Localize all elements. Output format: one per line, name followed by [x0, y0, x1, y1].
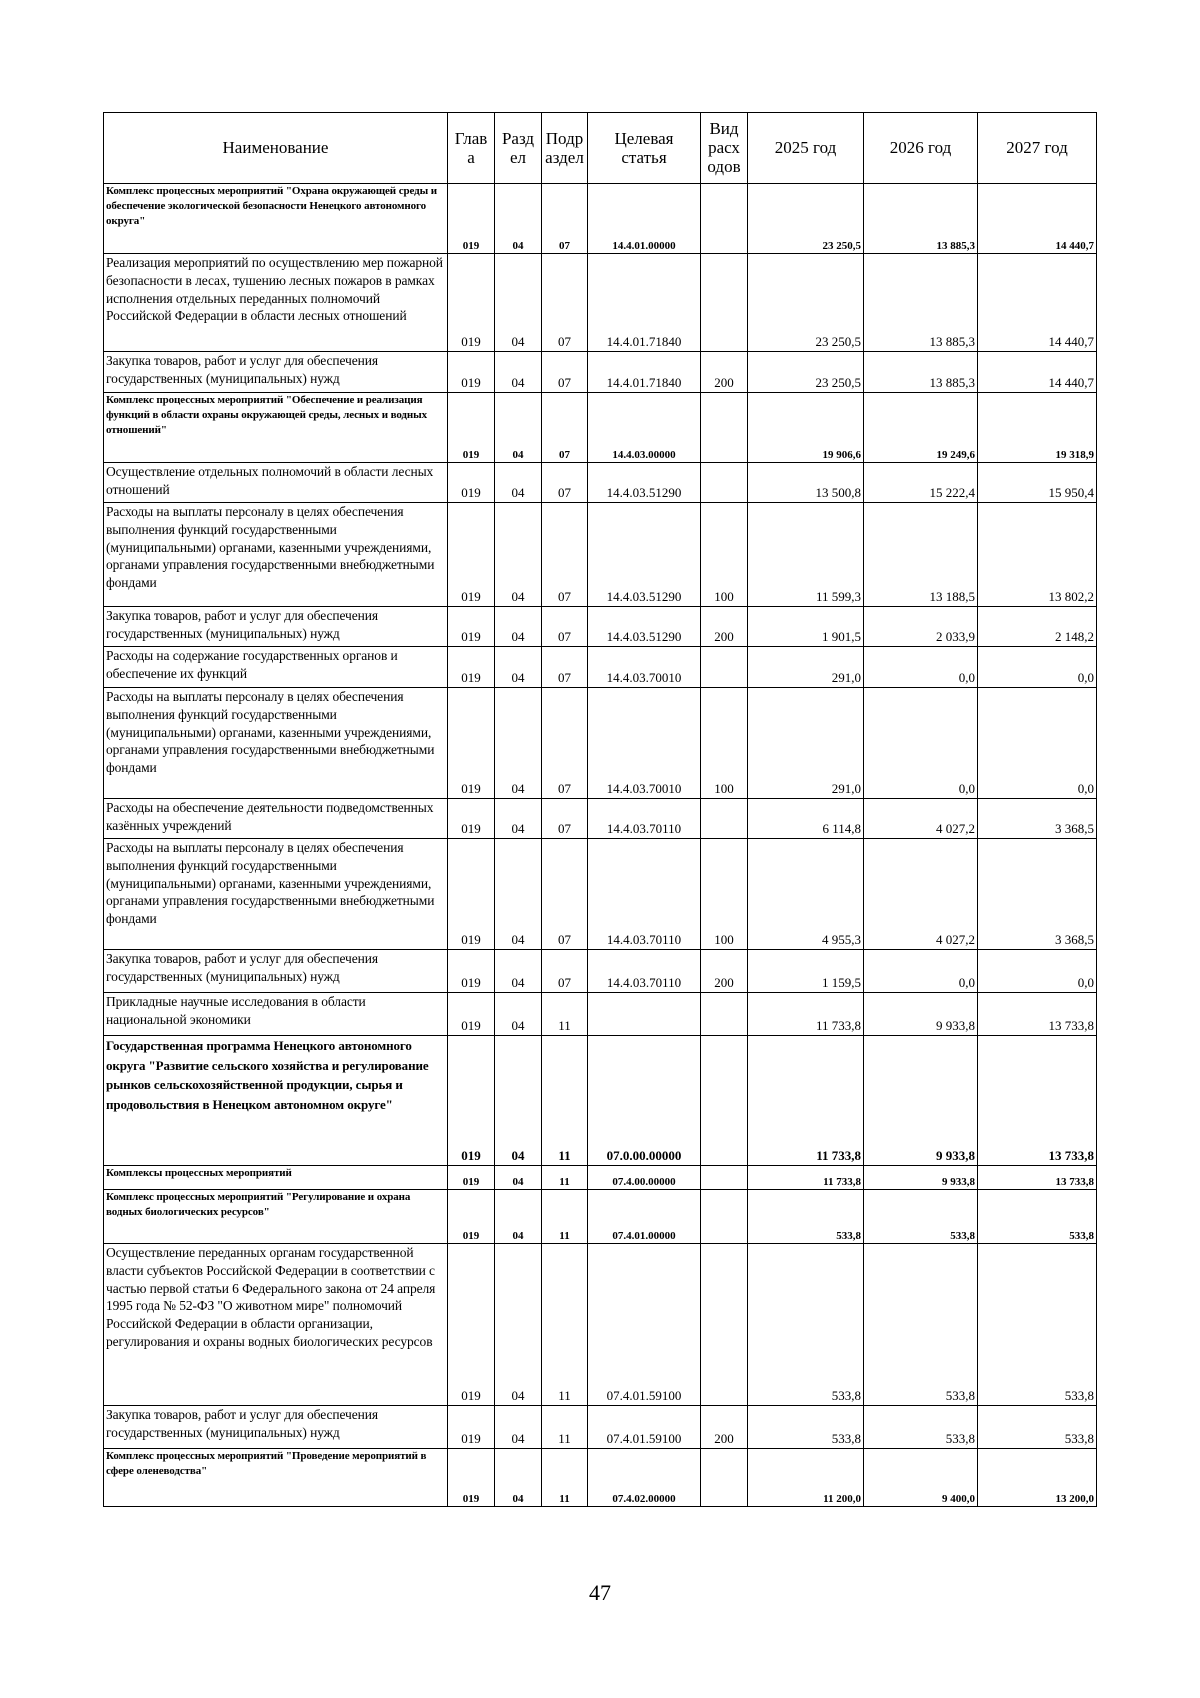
cell-target: 14.4.03.51290 [588, 607, 701, 647]
cell-expense-type [701, 1190, 748, 1244]
header-target: Целевая статья [588, 113, 701, 184]
cell-section: 04 [495, 647, 542, 688]
cell-expense-type [701, 1244, 748, 1406]
cell-2025: 11 733,8 [748, 993, 864, 1036]
cell-subsection: 11 [542, 1166, 588, 1190]
cell-subsection: 07 [542, 647, 588, 688]
cell-name: Осуществление переданных органам государственной власти субъектов Российской Федерации в соответствии с частью первой статьи 6 Федерального закона от 24 апреля 1995 года № 52-ФЗ "О животном мире" полномочий Российской Федерации в области организации, регулирования и охраны водных биологических ресурсов [104, 1244, 448, 1406]
cell-2026: 15 222,4 [864, 463, 978, 503]
table-row [104, 1244, 1097, 1406]
cell-2026: 0,0 [864, 950, 978, 993]
cell-section: 04 [495, 1166, 542, 1190]
cell-expense-type [701, 1449, 748, 1507]
header-2027: 2027 год [978, 113, 1097, 184]
table-row [104, 950, 1097, 993]
cell-target: 14.4.01.71840 [588, 352, 701, 393]
cell-target: 14.4.03.70110 [588, 950, 701, 993]
table-row [104, 254, 1097, 352]
cell-2027: 14 440,7 [978, 254, 1097, 352]
cell-2026: 13 885,3 [864, 184, 978, 254]
cell-subsection: 07 [542, 607, 588, 647]
cell-subsection: 11 [542, 1244, 588, 1406]
cell-2025: 19 906,6 [748, 393, 864, 463]
cell-2025: 291,0 [748, 647, 864, 688]
cell-2026: 4 027,2 [864, 799, 978, 839]
cell-target: 07.4.01.59100 [588, 1244, 701, 1406]
cell-section: 04 [495, 254, 542, 352]
table-row [104, 688, 1097, 799]
cell-section: 04 [495, 607, 542, 647]
cell-expense-type [701, 799, 748, 839]
header-2026: 2026 год [864, 113, 978, 184]
cell-2027: 13 802,2 [978, 503, 1097, 607]
cell-name: Реализация мероприятий по осуществлению мер пожарной безопасности в лесах, тушению лесных пожаров в рамках исполнения отдельных переданных полномочий Российской Федерации в области лесных отношений [104, 254, 448, 352]
cell-target: 07.0.00.00000 [588, 1036, 701, 1166]
cell-expense-type [701, 647, 748, 688]
cell-2025: 1 901,5 [748, 607, 864, 647]
cell-2027: 0,0 [978, 688, 1097, 799]
cell-subsection: 07 [542, 503, 588, 607]
cell-target: 14.4.03.00000 [588, 393, 701, 463]
cell-2027: 14 440,7 [978, 184, 1097, 254]
cell-chapter: 019 [448, 799, 495, 839]
table-row [104, 647, 1097, 688]
cell-name: Осуществление отдельных полномочий в области лесных отношений [104, 463, 448, 503]
cell-2025: 23 250,5 [748, 352, 864, 393]
cell-target: 14.4.03.70010 [588, 688, 701, 799]
cell-name: Расходы на выплаты персоналу в целях обеспечения выполнения функций государственными (муниципальными) органами, казенными учреждениями, органами управления государственными внебюджетными фондами [104, 839, 448, 950]
cell-subsection: 07 [542, 393, 588, 463]
cell-subsection: 07 [542, 950, 588, 993]
cell-2026: 13 885,3 [864, 352, 978, 393]
cell-2026: 533,8 [864, 1244, 978, 1406]
cell-name: Комплексы процессных мероприятий [104, 1166, 448, 1190]
cell-expense-type: 100 [701, 503, 748, 607]
table-row [104, 393, 1097, 463]
cell-chapter: 019 [448, 1244, 495, 1406]
cell-section: 04 [495, 950, 542, 993]
cell-subsection: 11 [542, 1190, 588, 1244]
cell-name: Комплекс процессных мероприятий "Охрана окружающей среды и обеспечение экологической безопасности Ненецкого автономного округа" [104, 184, 448, 254]
cell-target: 07.4.02.00000 [588, 1449, 701, 1507]
cell-subsection: 07 [542, 184, 588, 254]
cell-chapter: 019 [448, 839, 495, 950]
cell-2027: 0,0 [978, 950, 1097, 993]
cell-target: 14.4.01.71840 [588, 254, 701, 352]
cell-expense-type: 100 [701, 688, 748, 799]
header-expense-type: Вид расх одов [701, 113, 748, 184]
cell-chapter: 019 [448, 950, 495, 993]
cell-subsection: 07 [542, 254, 588, 352]
cell-2027: 533,8 [978, 1190, 1097, 1244]
cell-section: 04 [495, 1406, 542, 1449]
cell-section: 04 [495, 839, 542, 950]
cell-expense-type: 200 [701, 1406, 748, 1449]
cell-section: 04 [495, 799, 542, 839]
table-row [104, 1449, 1097, 1507]
table-row [104, 352, 1097, 393]
cell-2025: 11 200,0 [748, 1449, 864, 1507]
table-body [104, 184, 1097, 1507]
cell-expense-type: 100 [701, 839, 748, 950]
cell-target: 14.4.01.00000 [588, 184, 701, 254]
table-row [104, 1406, 1097, 1449]
page-number: 47 [589, 1580, 611, 1605]
cell-chapter: 019 [448, 607, 495, 647]
cell-2025: 291,0 [748, 688, 864, 799]
header-section: Разд ел [495, 113, 542, 184]
cell-expense-type [701, 184, 748, 254]
cell-name: Комплекс процессных мероприятий "Регулирование и охрана водных биологических ресурсов" [104, 1190, 448, 1244]
cell-section: 04 [495, 993, 542, 1036]
cell-subsection: 07 [542, 463, 588, 503]
cell-name: Закупка товаров, работ и услуг для обеспечения государственных (муниципальных) нужд [104, 352, 448, 393]
cell-2027: 533,8 [978, 1406, 1097, 1449]
cell-chapter: 019 [448, 993, 495, 1036]
cell-2026: 13 885,3 [864, 254, 978, 352]
cell-chapter: 019 [448, 688, 495, 799]
cell-2026: 533,8 [864, 1190, 978, 1244]
cell-2027: 15 950,4 [978, 463, 1097, 503]
header-name: Наименование [104, 113, 448, 184]
cell-name: Закупка товаров, работ и услуг для обеспечения государственных (муниципальных) нужд [104, 950, 448, 993]
cell-name: Государственная программа Ненецкого автономного округа "Развитие сельского хозяйства и регулирование рынков сельскохозяйственной продукции, сырья и продовольствия в Ненецком автономном округе" [104, 1036, 448, 1166]
cell-name: Комплекс процессных мероприятий "Проведение мероприятий в сфере оленеводства" [104, 1449, 448, 1507]
cell-2025: 13 500,8 [748, 463, 864, 503]
cell-chapter: 019 [448, 1190, 495, 1244]
table-row [104, 1166, 1097, 1190]
cell-target: 14.4.03.51290 [588, 503, 701, 607]
cell-chapter: 019 [448, 1036, 495, 1166]
cell-target: 14.4.03.70110 [588, 799, 701, 839]
cell-2025: 533,8 [748, 1406, 864, 1449]
cell-2026: 9 933,8 [864, 1036, 978, 1166]
table-row [104, 799, 1097, 839]
cell-name: Закупка товаров, работ и услуг для обеспечения государственных (муниципальных) нужд [104, 1406, 448, 1449]
cell-section: 04 [495, 393, 542, 463]
table-row [104, 1036, 1097, 1166]
cell-subsection: 07 [542, 688, 588, 799]
cell-2027: 13 733,8 [978, 993, 1097, 1036]
cell-2027: 0,0 [978, 647, 1097, 688]
table-row [104, 503, 1097, 607]
cell-expense-type [701, 1166, 748, 1190]
cell-chapter: 019 [448, 1166, 495, 1190]
table-row [104, 839, 1097, 950]
cell-2027: 2 148,2 [978, 607, 1097, 647]
cell-2026: 13 188,5 [864, 503, 978, 607]
table-row [104, 184, 1097, 254]
cell-section: 04 [495, 688, 542, 799]
cell-2025: 533,8 [748, 1244, 864, 1406]
header-chapter: Глав а [448, 113, 495, 184]
cell-subsection: 11 [542, 1449, 588, 1507]
cell-chapter: 019 [448, 393, 495, 463]
cell-2027: 3 368,5 [978, 799, 1097, 839]
cell-subsection: 07 [542, 799, 588, 839]
cell-subsection: 11 [542, 1036, 588, 1166]
cell-subsection: 07 [542, 352, 588, 393]
cell-target: 14.4.03.51290 [588, 463, 701, 503]
cell-target: 07.4.01.59100 [588, 1406, 701, 1449]
cell-2027: 3 368,5 [978, 839, 1097, 950]
cell-chapter: 019 [448, 463, 495, 503]
cell-2026: 9 933,8 [864, 993, 978, 1036]
cell-expense-type [701, 393, 748, 463]
cell-section: 04 [495, 184, 542, 254]
cell-2026: 4 027,2 [864, 839, 978, 950]
cell-target [588, 993, 701, 1036]
cell-expense-type: 200 [701, 950, 748, 993]
table-row [104, 993, 1097, 1036]
table-row [104, 607, 1097, 647]
cell-2027: 14 440,7 [978, 352, 1097, 393]
cell-section: 04 [495, 1449, 542, 1507]
cell-expense-type [701, 993, 748, 1036]
cell-2027: 13 733,8 [978, 1166, 1097, 1190]
cell-2027: 13 733,8 [978, 1036, 1097, 1166]
cell-name: Комплекс процессных мероприятий "Обеспечение и реализация функций в области охраны окружающей среды, лесных и водных отношений" [104, 393, 448, 463]
table-row [104, 463, 1097, 503]
cell-2027: 13 200,0 [978, 1449, 1097, 1507]
cell-section: 04 [495, 352, 542, 393]
cell-2026: 9 933,8 [864, 1166, 978, 1190]
cell-2026: 9 400,0 [864, 1449, 978, 1507]
cell-subsection: 07 [542, 839, 588, 950]
cell-subsection: 11 [542, 993, 588, 1036]
cell-chapter: 019 [448, 184, 495, 254]
cell-2025: 533,8 [748, 1190, 864, 1244]
cell-2025: 11 733,8 [748, 1166, 864, 1190]
cell-2025: 6 114,8 [748, 799, 864, 839]
cell-2025: 23 250,5 [748, 254, 864, 352]
cell-2026: 2 033,9 [864, 607, 978, 647]
cell-expense-type: 200 [701, 607, 748, 647]
cell-2026: 0,0 [864, 647, 978, 688]
cell-name: Расходы на выплаты персоналу в целях обеспечения выполнения функций государственными (муниципальными) органами, казенными учреждениями, органами управления государственными внебюджетными фондами [104, 503, 448, 607]
cell-name: Закупка товаров, работ и услуг для обеспечения государственных (муниципальных) нужд [104, 607, 448, 647]
cell-section: 04 [495, 463, 542, 503]
cell-chapter: 019 [448, 1406, 495, 1449]
cell-expense-type: 200 [701, 352, 748, 393]
cell-name: Расходы на содержание государственных органов и обеспечение их функций [104, 647, 448, 688]
cell-section: 04 [495, 1244, 542, 1406]
cell-2025: 11 733,8 [748, 1036, 864, 1166]
cell-target: 14.4.03.70110 [588, 839, 701, 950]
cell-2027: 19 318,9 [978, 393, 1097, 463]
cell-expense-type [701, 254, 748, 352]
cell-section: 04 [495, 1036, 542, 1166]
header-row [104, 113, 1097, 184]
cell-expense-type [701, 1036, 748, 1166]
cell-2026: 533,8 [864, 1406, 978, 1449]
cell-2026: 19 249,6 [864, 393, 978, 463]
cell-target: 07.4.01.00000 [588, 1190, 701, 1244]
cell-section: 04 [495, 1190, 542, 1244]
budget-table [103, 112, 1097, 1507]
cell-target: 14.4.03.70010 [588, 647, 701, 688]
cell-2025: 4 955,3 [748, 839, 864, 950]
cell-name: Расходы на обеспечение деятельности подведомственных казённых учреждений [104, 799, 448, 839]
cell-2025: 11 599,3 [748, 503, 864, 607]
cell-target: 07.4.00.00000 [588, 1166, 701, 1190]
cell-name: Прикладные научные исследования в области национальной экономики [104, 993, 448, 1036]
cell-expense-type [701, 463, 748, 503]
cell-name: Расходы на выплаты персоналу в целях обеспечения выполнения функций государственными (муниципальными) органами, казенными учреждениями, органами управления государственными внебюджетными фондами [104, 688, 448, 799]
cell-subsection: 11 [542, 1406, 588, 1449]
cell-chapter: 019 [448, 503, 495, 607]
cell-section: 04 [495, 503, 542, 607]
cell-chapter: 019 [448, 1449, 495, 1507]
table-row [104, 1190, 1097, 1244]
cell-2025: 23 250,5 [748, 184, 864, 254]
cell-2027: 533,8 [978, 1244, 1097, 1406]
cell-chapter: 019 [448, 254, 495, 352]
header-2025: 2025 год [748, 113, 864, 184]
cell-2025: 1 159,5 [748, 950, 864, 993]
header-subsection: Подр аздел [542, 113, 588, 184]
cell-2026: 0,0 [864, 688, 978, 799]
cell-chapter: 019 [448, 647, 495, 688]
cell-chapter: 019 [448, 352, 495, 393]
